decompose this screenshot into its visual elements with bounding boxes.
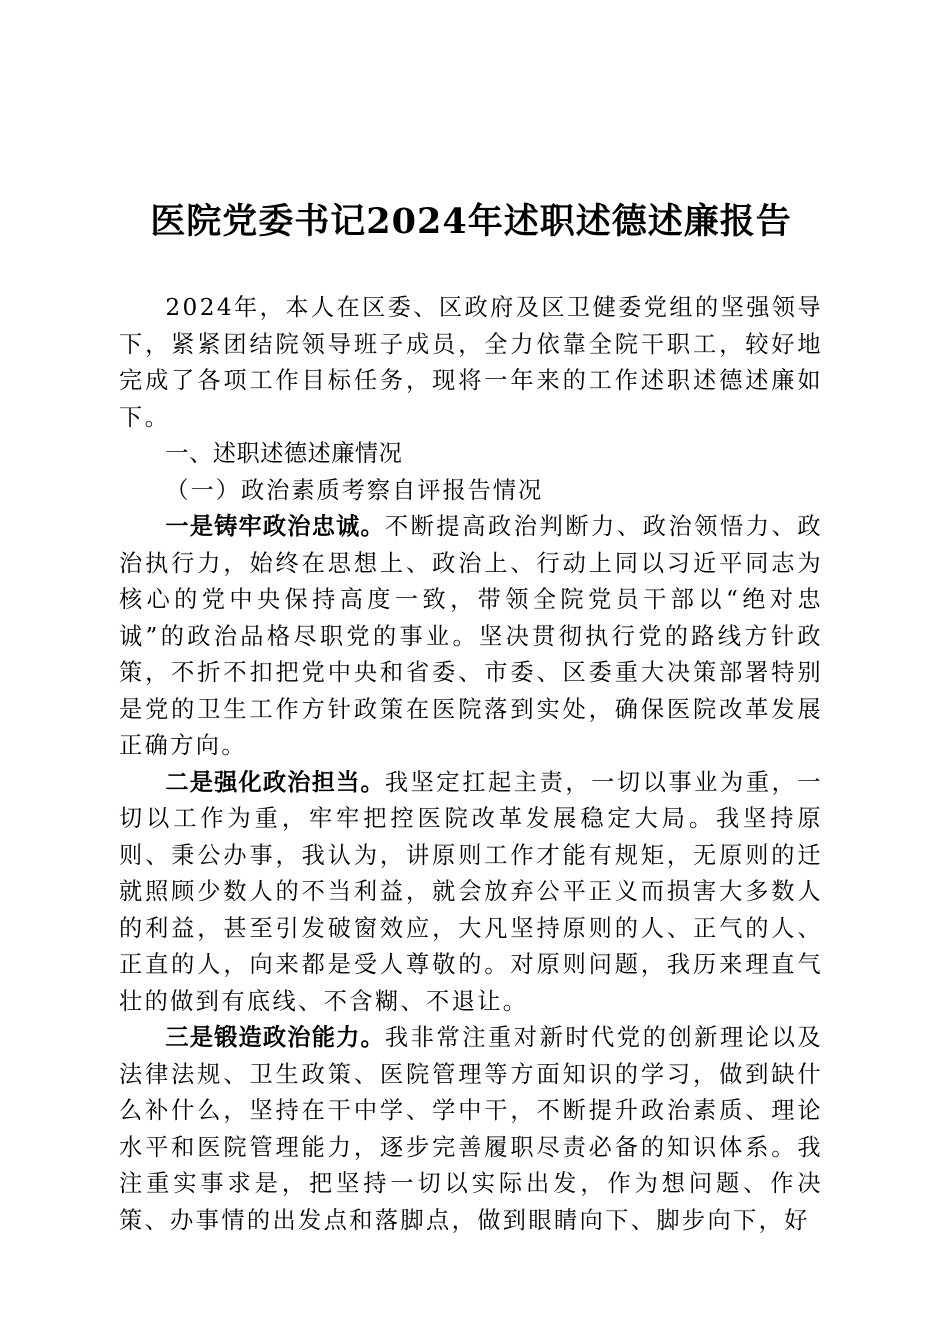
body-paragraph-1 bbox=[119, 509, 823, 765]
paragraph-lead: 一是铸牢政治忠诚。 bbox=[165, 513, 385, 540]
body-paragraph-3 bbox=[119, 1020, 823, 1239]
section-heading: 一、述职述德述廉情况 bbox=[165, 440, 403, 467]
document-body bbox=[119, 290, 823, 1239]
paragraph-text: 不断提高政治判断力、政治领悟力、政治执行力，始终在思想上、政治上、行动上同以习近平同志为核心的党中央保持高度一致，带领全院党员干部以“绝对忠诚”的政治品格尽职党的事业。坚决贯彻执行党的路线方针政策，不折不扣把党中央和省委、市委、区委重大决策部署特别是党的卫生工作方针政策在医院落到实处，确保医院改革发展正确方向。 bbox=[119, 513, 823, 759]
paragraph-lead: 三是锻造政治能力。 bbox=[165, 1024, 385, 1051]
paragraph-text: 我非常注重对新时代党的创新理论以及法律法规、卫生政策、医院管理等方面知识的学习，做到缺什么补什么，坚持在干中学、学中干，不断提升政治素质、理论水平和医院管理能力，逐步完善履职尽责必备的知识体系。我注重实事求是，把坚持一切以实际出发，作为想问题、作决策、办事情的出发点和落脚点，做到眼睛向下、脚步向下，好 bbox=[119, 1024, 823, 1234]
paragraph-lead: 二是强化政治担当。 bbox=[165, 768, 385, 796]
intro-paragraph: 2024年，本人在区委、区政府及区卫健委党组的坚强领导下，紧紧团结院领导班子成员，全力依靠全院干职工，较好地完成了各项工作目标任务，现将一年来的工作述职述德述廉如下。 bbox=[119, 294, 823, 431]
document-title: 医院党委书记2024年述职述德述廉报告 bbox=[150, 201, 792, 242]
subsection-heading: （一）政治素质考察自评报告情况 bbox=[165, 476, 544, 504]
paragraph-text: 我坚定扛起主责，一切以事业为重，一切以工作为重，牢牢把控医院改革发展稳定大局。我坚持原则、秉公办事，我认为，讲原则工作才能有规矩，无原则的迁就照顾少数人的不当利益，就会放弃公平正义而损害大多数人的利益，甚至引发破窗效应，大凡坚持原则的人、正气的人、正直的人，向来都是受人尊敬的。对原则问题，我历来理直气壮的做到有底线、不含糊、不退让。 bbox=[119, 768, 823, 1015]
body-paragraph-2 bbox=[119, 765, 823, 1021]
